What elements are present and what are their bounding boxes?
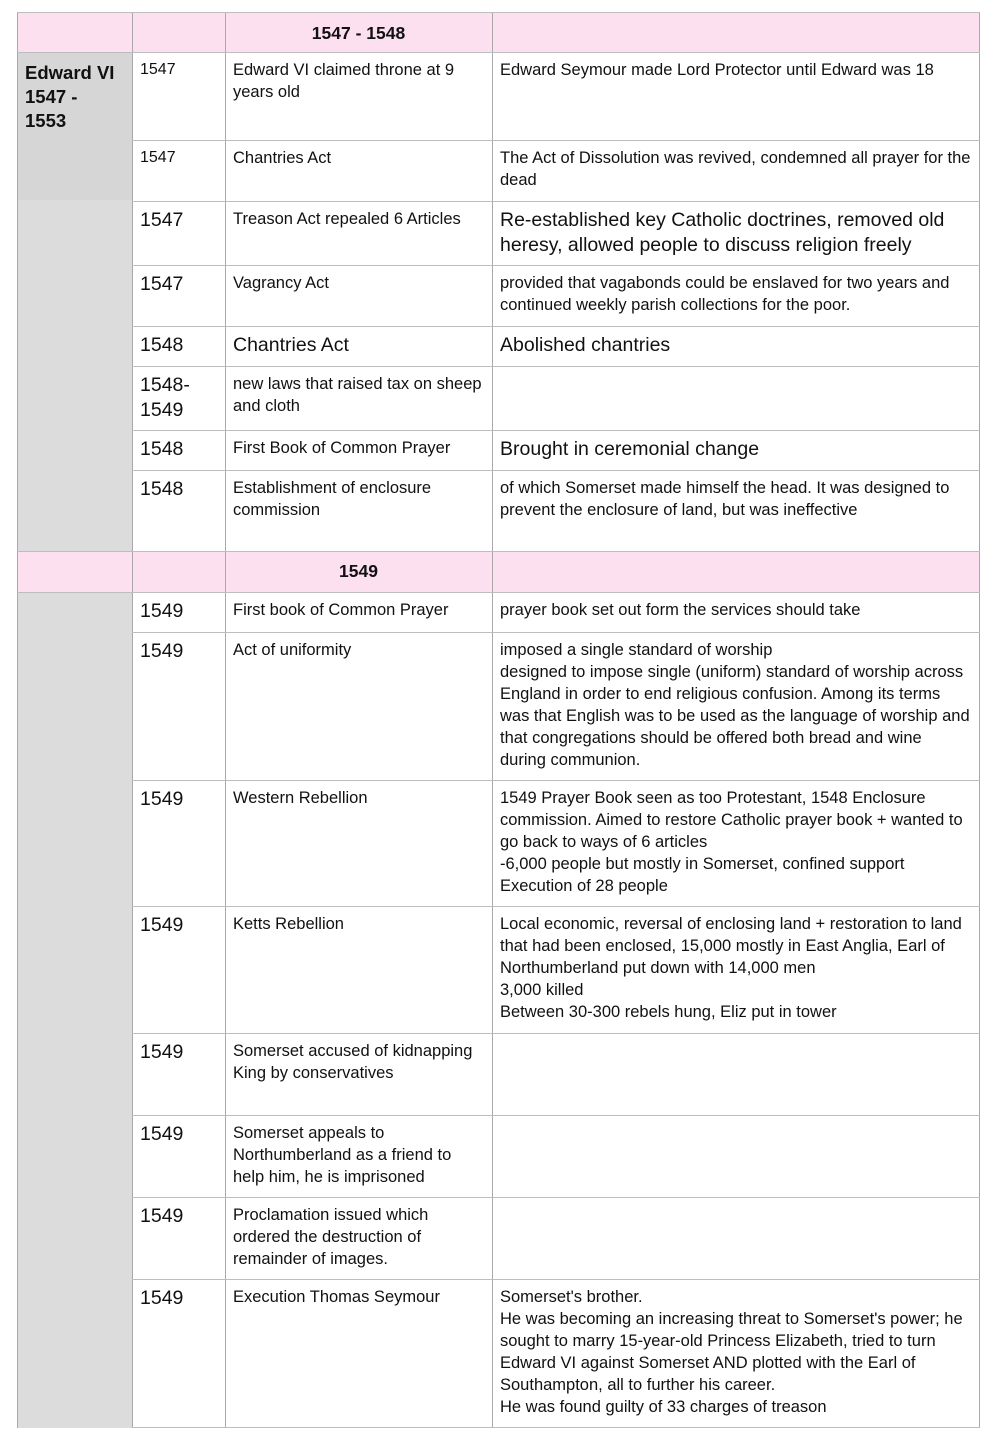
header-cell-monarch bbox=[17, 551, 132, 592]
grid-line bbox=[132, 470, 980, 471]
year-text: 1547 bbox=[140, 149, 176, 166]
year-cell bbox=[132, 326, 225, 366]
table-row bbox=[17, 906, 980, 1033]
year-cell bbox=[132, 430, 225, 470]
event-text: First Book of Common Prayer bbox=[233, 439, 451, 457]
event-cell bbox=[225, 1033, 492, 1115]
table-row bbox=[17, 430, 980, 470]
event-text: Establishment of enclosure commission bbox=[233, 479, 432, 519]
event-cell bbox=[225, 780, 492, 906]
detail-cell bbox=[492, 592, 980, 632]
table-row bbox=[17, 1197, 980, 1279]
table-row bbox=[17, 592, 980, 632]
year-cell bbox=[132, 470, 225, 551]
table-row bbox=[17, 326, 980, 366]
year-cell bbox=[132, 52, 225, 140]
event-text: First book of Common Prayer bbox=[233, 601, 449, 619]
event-cell bbox=[225, 265, 492, 326]
event-text: Western Rebellion bbox=[233, 789, 368, 807]
year-text: 1549 bbox=[140, 1205, 184, 1227]
event-cell bbox=[225, 52, 492, 140]
detail-text: The Act of Dissolution was revived, condemned all prayer for the dead bbox=[500, 149, 971, 189]
detail-cell bbox=[492, 1033, 980, 1115]
detail-cell bbox=[492, 140, 980, 201]
event-text: Chantries Act bbox=[233, 149, 332, 167]
grid-line bbox=[17, 12, 980, 13]
event-cell bbox=[225, 592, 492, 632]
table-row bbox=[17, 1033, 980, 1115]
grid-line bbox=[132, 265, 980, 266]
year-cell bbox=[132, 140, 225, 201]
section-header-title: 1547 - 1548 bbox=[225, 12, 492, 52]
detail-text: Abolished chantries bbox=[500, 334, 671, 356]
grid-line bbox=[17, 12, 18, 1428]
grid-line bbox=[132, 1427, 980, 1428]
detail-cell bbox=[492, 1115, 980, 1197]
grid-line bbox=[132, 632, 980, 633]
grid-line bbox=[132, 366, 980, 367]
year-text: 1548 bbox=[140, 438, 184, 460]
table-row bbox=[17, 1279, 980, 1428]
event-cell bbox=[225, 470, 492, 551]
year-cell bbox=[132, 780, 225, 906]
event-cell bbox=[225, 1279, 492, 1428]
table-row bbox=[17, 140, 980, 201]
grid-line bbox=[132, 140, 980, 141]
table-row bbox=[17, 632, 980, 780]
grid-line bbox=[132, 780, 980, 781]
detail-cell bbox=[492, 430, 980, 470]
year-cell bbox=[132, 592, 225, 632]
event-text: Chantries Act bbox=[233, 334, 349, 356]
year-text: 1548- 1549 bbox=[140, 374, 190, 421]
year-text: 1547 bbox=[140, 61, 176, 78]
detail-text: Local economic, reversal of enclosing land + restoration to land that had been enclosed, 15,000 mostly in East Anglia, Earl of Northumberland put down with 14,000 men 3,000 killed Between 30-300 rebels hung, Eliz put in tower bbox=[500, 915, 962, 1021]
year-cell bbox=[132, 632, 225, 780]
year-text: 1549 bbox=[140, 1041, 184, 1063]
detail-text: Brought in ceremonial change bbox=[500, 438, 760, 460]
detail-text: of which Somerset made himself the head. It was designed to prevent the enclosure of land, but was ineffective bbox=[500, 479, 950, 519]
table-row bbox=[17, 366, 980, 430]
grid-line bbox=[132, 326, 980, 327]
detail-text: Re-established key Catholic doctrines, removed old heresy, allowed people to discuss religion freely bbox=[500, 209, 945, 256]
header-cell-year bbox=[132, 12, 225, 52]
event-text: Proclamation issued which ordered the destruction of remainder of images. bbox=[233, 1206, 429, 1268]
event-cell bbox=[225, 632, 492, 780]
year-cell bbox=[132, 366, 225, 430]
grid-line bbox=[17, 52, 980, 53]
grid-line bbox=[132, 1115, 980, 1116]
grid-line bbox=[132, 906, 980, 907]
grid-line bbox=[979, 12, 980, 1428]
grid-line bbox=[132, 1279, 980, 1280]
timeline-table bbox=[17, 12, 980, 1428]
detail-cell bbox=[492, 265, 980, 326]
year-text: 1549 bbox=[140, 1123, 184, 1145]
detail-text: Edward Seymour made Lord Protector until Edward was 18 bbox=[500, 61, 934, 79]
detail-cell bbox=[492, 906, 980, 1033]
year-text: 1549 bbox=[140, 1287, 184, 1309]
header-cell-year bbox=[132, 551, 225, 592]
year-cell bbox=[132, 1115, 225, 1197]
year-text: 1547 bbox=[140, 273, 184, 295]
year-cell bbox=[132, 1197, 225, 1279]
detail-cell bbox=[492, 201, 980, 265]
detail-cell bbox=[492, 632, 980, 780]
section-header-title: 1549 bbox=[225, 551, 492, 592]
grid-line bbox=[492, 12, 493, 1428]
year-cell bbox=[132, 265, 225, 326]
event-cell bbox=[225, 430, 492, 470]
table-row bbox=[17, 780, 980, 906]
event-text: new laws that raised tax on sheep and cloth bbox=[233, 375, 482, 415]
section-header-row bbox=[17, 12, 980, 52]
event-cell bbox=[225, 1197, 492, 1279]
grid-line bbox=[132, 1197, 980, 1198]
year-text: 1548 bbox=[140, 334, 184, 356]
event-cell bbox=[225, 201, 492, 265]
detail-text: provided that vagabonds could be enslaved for two years and continued weekly parish collections for the poor. bbox=[500, 274, 950, 314]
event-text: Somerset appeals to Northumberland as a friend to help him, he is imprisoned bbox=[233, 1124, 452, 1186]
event-text: Execution Thomas Seymour bbox=[233, 1288, 440, 1306]
table-row bbox=[17, 470, 980, 551]
grid-line bbox=[17, 551, 980, 552]
detail-cell bbox=[492, 1197, 980, 1279]
detail-text: imposed a single standard of worship designed to impose single (uniform) standard of worship across England in order to end religious confusion. Among its terms was that English was to be used as the language of worship and that congregations should be offered both bread and wine during communion. bbox=[500, 641, 970, 769]
grid-line bbox=[132, 1033, 980, 1034]
header-cell-detail bbox=[492, 551, 980, 592]
detail-cell bbox=[492, 470, 980, 551]
detail-text: prayer book set out form the services should take bbox=[500, 601, 861, 619]
year-text: 1549 bbox=[140, 914, 184, 936]
grid-line bbox=[132, 430, 980, 431]
table-row bbox=[17, 1115, 980, 1197]
table-row bbox=[17, 265, 980, 326]
event-text: Ketts Rebellion bbox=[233, 915, 344, 933]
event-text: Vagrancy Act bbox=[233, 274, 329, 292]
event-text: Act of uniformity bbox=[233, 641, 352, 659]
table-row bbox=[17, 52, 980, 140]
year-cell bbox=[132, 906, 225, 1033]
year-text: 1548 bbox=[140, 478, 184, 500]
detail-cell bbox=[492, 1279, 980, 1428]
detail-cell bbox=[492, 326, 980, 366]
event-text: Treason Act repealed 6 Articles bbox=[233, 210, 461, 228]
grid-line bbox=[132, 12, 133, 1428]
header-cell-monarch bbox=[17, 12, 132, 52]
event-cell bbox=[225, 326, 492, 366]
monarch-label: Edward VI 1547 - 1553 bbox=[17, 52, 132, 200]
year-text: 1547 bbox=[140, 209, 184, 231]
detail-cell bbox=[492, 366, 980, 430]
event-cell bbox=[225, 1115, 492, 1197]
section-header-row bbox=[17, 551, 980, 592]
grid-line bbox=[132, 201, 980, 202]
year-cell bbox=[132, 1279, 225, 1428]
detail-cell bbox=[492, 780, 980, 906]
detail-text: Somerset's brother. He was becoming an increasing threat to Somerset's power; he sought to marry 15-year-old Princess Elizabeth, tried to turn Edward VI against Somerset AND plotted with the Earl of Southampton, all to further his career. He was found guilty of 33 charges of treason bbox=[500, 1288, 963, 1416]
detail-text: 1549 Prayer Book seen as too Protestant, 1548 Enclosure commission. Aimed to restore Catholic prayer book + wanted to go back to ways of 6 articles -6,000 people but mostly in Somerset, confined support Execution of 28 people bbox=[500, 789, 963, 895]
year-cell bbox=[132, 201, 225, 265]
event-cell bbox=[225, 140, 492, 201]
detail-cell bbox=[492, 52, 980, 140]
table-row bbox=[17, 201, 980, 265]
year-cell bbox=[132, 1033, 225, 1115]
year-text: 1549 bbox=[140, 788, 184, 810]
event-text: Edward VI claimed throne at 9 years old bbox=[233, 61, 455, 101]
year-text: 1549 bbox=[140, 640, 184, 662]
event-text: Somerset accused of kidnapping King by conservatives bbox=[233, 1042, 473, 1082]
year-text: 1549 bbox=[140, 600, 184, 622]
grid-line bbox=[17, 592, 980, 593]
grid-line bbox=[225, 12, 226, 1428]
event-cell bbox=[225, 366, 492, 430]
header-cell-detail bbox=[492, 12, 980, 52]
event-cell bbox=[225, 906, 492, 1033]
